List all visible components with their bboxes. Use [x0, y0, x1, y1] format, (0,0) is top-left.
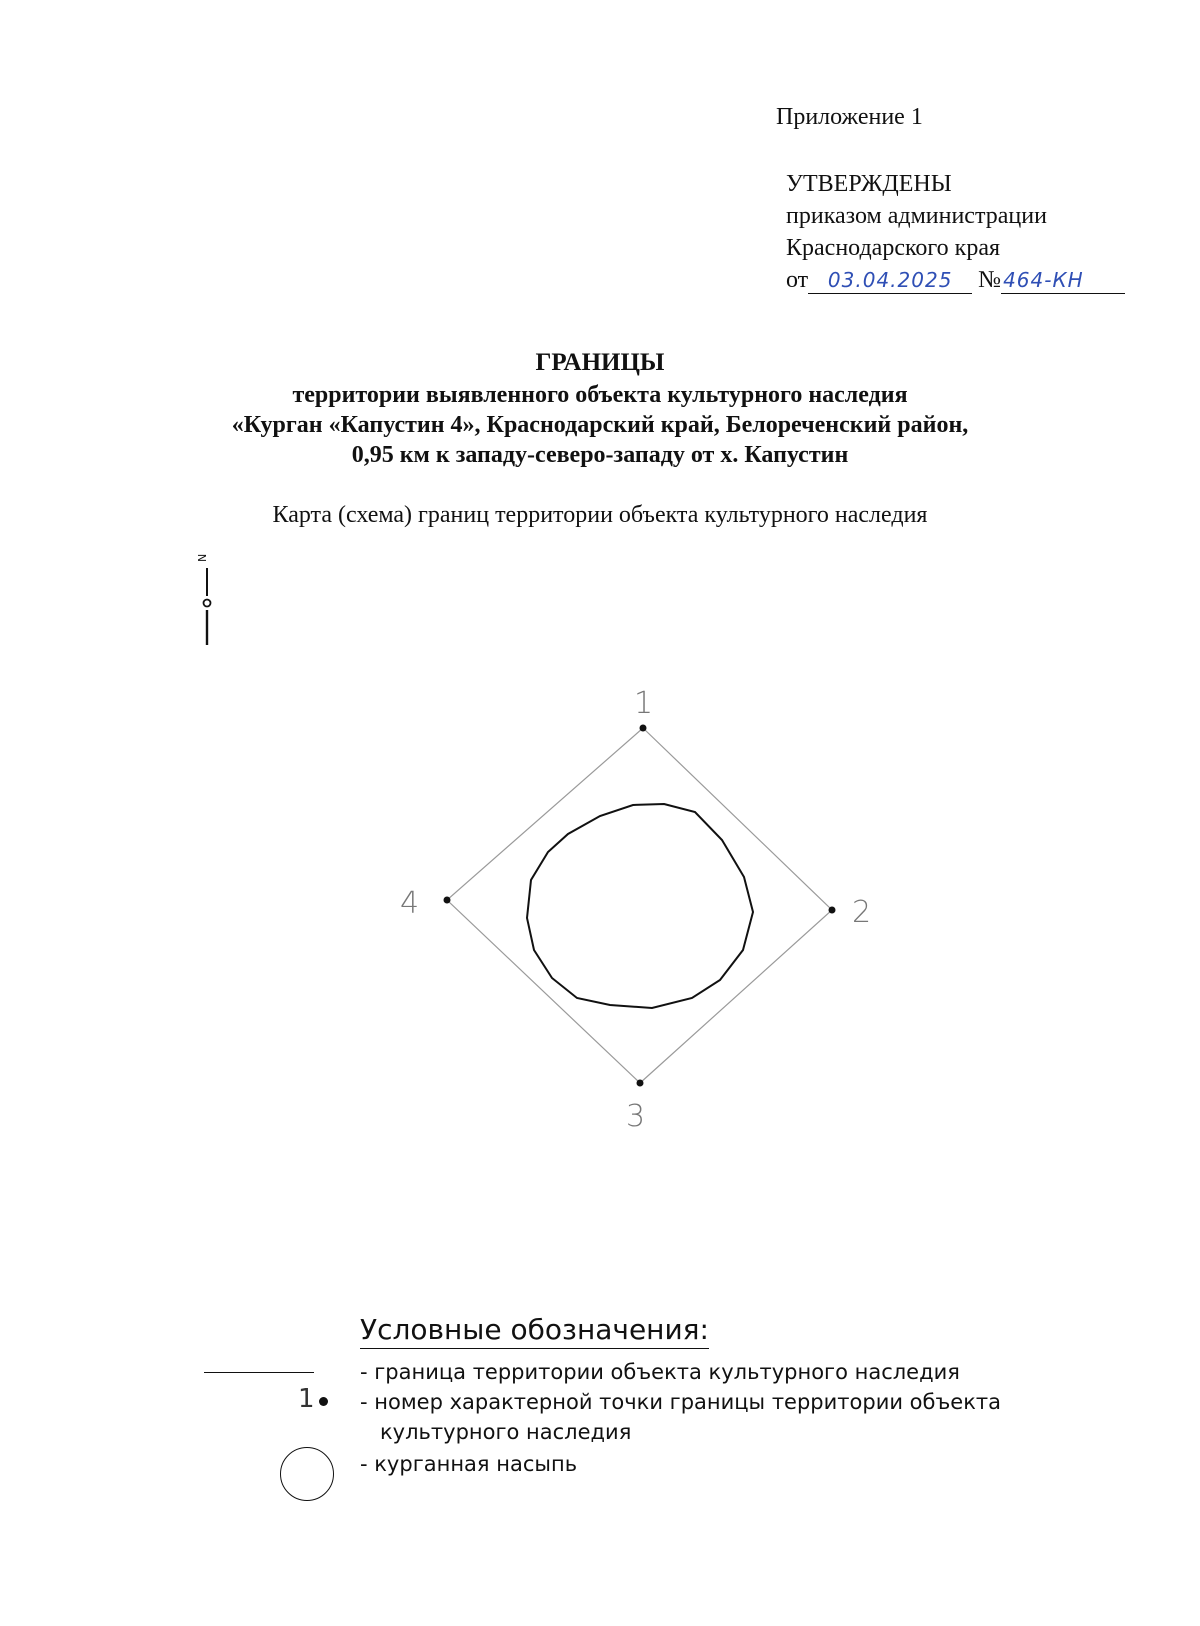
- legend-point-dot-icon: [319, 1397, 328, 1406]
- handwritten-number: 464-КН: [1001, 267, 1125, 294]
- territory-boundary: [447, 728, 832, 1083]
- boundary-point-2: [829, 907, 836, 914]
- title-line-1: территории выявленного объекта культурного наследия: [292, 382, 908, 408]
- legend-point-text: - номер характерной точки границы территории объекта: [360, 1390, 1002, 1414]
- order-issuer-line2: Краснодарского края: [786, 235, 1001, 261]
- date-prefix: от: [786, 267, 809, 293]
- legend-mound-text: - курганная насыпь: [360, 1452, 578, 1476]
- point-label-2: 2: [852, 895, 872, 930]
- north-arrow-label: N: [196, 553, 209, 562]
- boundary-point-4: [444, 897, 451, 904]
- approved-label: УТВЕРЖДЕНЫ: [786, 171, 952, 197]
- legend-point-number-label: 1: [298, 1384, 315, 1414]
- boundary-point-3: [637, 1080, 644, 1087]
- title-line-2: «Курган «Капустин 4», Краснодарский край, Белореченский район,: [231, 412, 969, 438]
- title-main: ГРАНИЦЫ: [535, 349, 665, 376]
- north-arrow-icon: [196, 554, 211, 645]
- point-label-3: 3: [626, 1099, 646, 1134]
- number-prefix: №: [978, 267, 1002, 293]
- boundary-point-1: [640, 725, 647, 732]
- map-subtitle: Карта (схема) границ территории объекта культурного наследия: [272, 502, 928, 528]
- title-line-3: 0,95 км к западу-северо-западу от х. Капустин: [351, 442, 849, 468]
- point-label-1: 1: [634, 686, 654, 721]
- legend-title: Условные обозначения:: [360, 1313, 709, 1349]
- legend-boundary-line-icon: [204, 1372, 314, 1373]
- point-label-4: 4: [400, 886, 420, 921]
- order-issuer-line1: приказом администрации: [786, 203, 1047, 229]
- legend-mound-circle-icon: [280, 1447, 334, 1501]
- appendix-label: Приложение 1: [776, 104, 923, 130]
- mound-outline: [527, 804, 753, 1008]
- legend-point-text-cont: культурного наследия: [380, 1420, 632, 1444]
- legend-boundary-text: - граница территории объекта культурного наследия: [360, 1360, 960, 1384]
- handwritten-date: 03.04.2025: [808, 267, 972, 294]
